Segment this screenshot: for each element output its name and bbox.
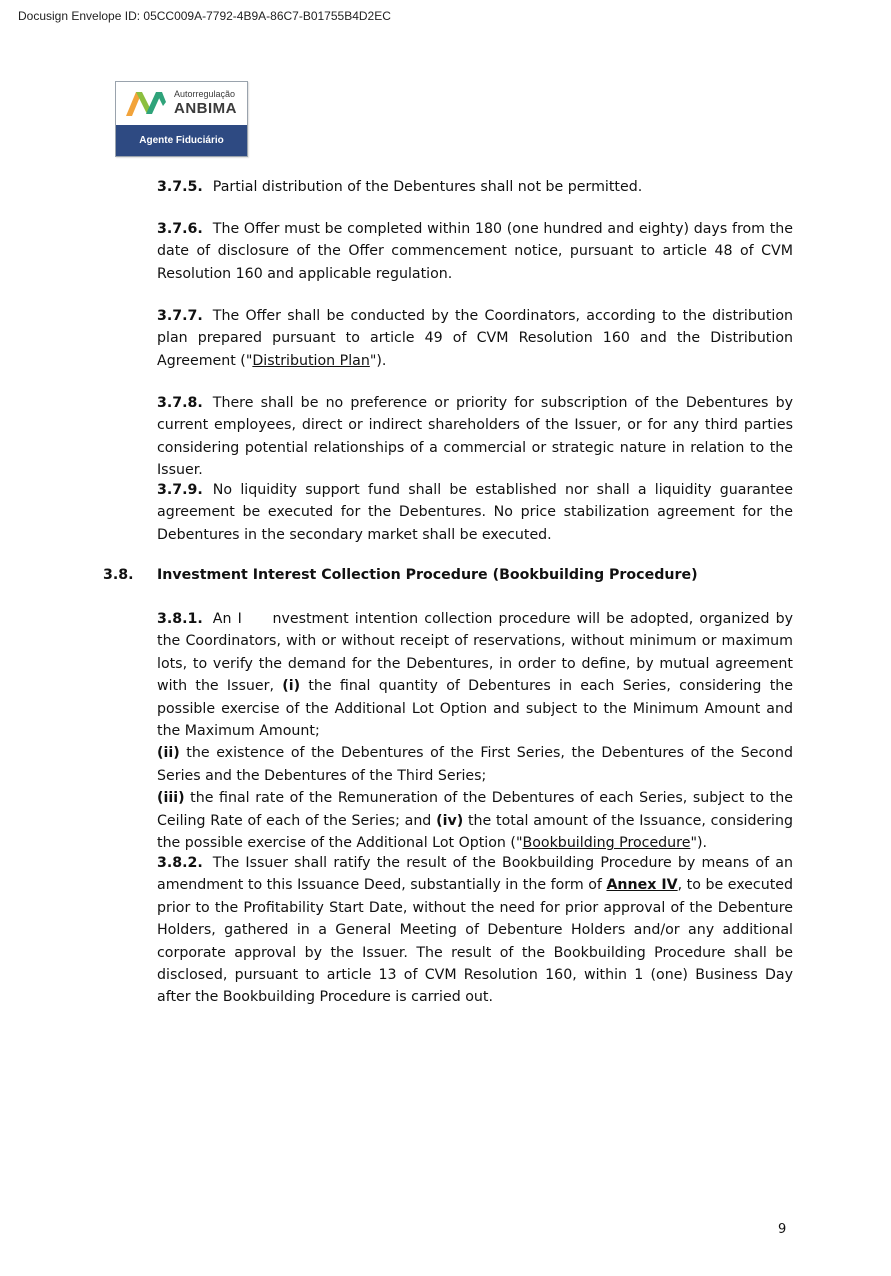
logo-band: Agente Fiduciário (116, 125, 247, 156)
clause-3-8-2 (157, 852, 793, 1009)
clause-number: 3.7.5. (157, 179, 203, 195)
section-title: Investment Interest Collection Procedure (Bookbuilding Procedure) (157, 567, 698, 583)
clause-text: Partial distribution of the Debentures shall not be permitted. (212, 179, 643, 195)
anbima-logo (115, 81, 248, 157)
clause-text: The Offer must be completed within 180 (one hundred and eighty) days from the date of disclosure of the Offer commencement notice, pursuant to article 48 of CVM Resolution 160 and applicable regulation. (157, 221, 793, 282)
clause-text: There shall be no preference or priority for subscription of the Debentures by current employees, direct or indirect shareholders of the Issuer, or for any third parties considering potential relationships of a commercial or strategic nature in relation to the Issuer. (157, 395, 793, 479)
clause-text: the final rate of the Remuneration of the Debentures of each Series, subject to the Ceiling Rate of each of the Series; and (157, 790, 793, 829)
defined-term: Distribution Plan (252, 352, 370, 369)
clause-text: The Offer shall be conducted by the Coordinators, according to the distribution plan prepared pursuant to article 49 of CVM Resolution 160 and the Distribution Agreement (" (157, 308, 793, 369)
defined-term: Bookbuilding Procedure (522, 835, 691, 852)
clause-3-7-6 (157, 218, 793, 285)
clause-text: the final quantity of Debentures in each Series, considering the possible exercise of the Additional Lot Option and subject to the Minimum Amount and the Maximum Amount; (157, 678, 793, 740)
clause-text: "). (690, 835, 708, 852)
item-marker: (iv) (436, 812, 464, 829)
item-marker: (ii) (157, 745, 180, 762)
section-number: 3.8. (103, 567, 134, 583)
clause-number: 3.7.8. (157, 395, 203, 411)
clause-text: No liquidity support fund shall be established nor shall a liquidity guarantee agreement be executed for the Debentures. No price stabilization agreement for the Debentures in the secondary market shall be executed. (157, 482, 793, 543)
clause-number: 3.7.7. (157, 308, 203, 324)
item-marker: (i) (282, 678, 301, 695)
clause-3-8-1 (157, 608, 798, 854)
page-number: 9 (778, 1222, 787, 1237)
envelope-id: Docusign Envelope ID: 05CC009A-7792-4B9A-86C7-B01755B4D2EC (18, 9, 391, 23)
anbima-mark-icon (126, 90, 166, 118)
clause-3-7-5 (157, 176, 793, 198)
clause-text: The Issuer shall ratify the result of the Bookbuilding Procedure by means of an amendment to this Issuance Deed, substantially in the form of (157, 855, 793, 894)
clause-text: An I nvestment intention collection procedure will be adopted, organized by the Coordinators, with or without receipt of reservations, without minimum or maximum lots, to verify the demand for the Debentures, in order to define, by mutual agreement with the Issuer, (157, 611, 798, 695)
clause-3-7-8 (157, 392, 793, 482)
annex-reference: Annex IV (606, 877, 678, 894)
clause-text: , to be executed prior to the Profitability Start Date, without the need for prior approval of the Debenture Holders, gathered in a General Meeting of Debenture Holders and/or any additional corporate approval by the Issuer. The result of the Bookbuilding Procedure shall be disclosed, pursuant to article 13 of CVM Resolution 160, within 1 (one) Business Day after the Bookbuilding Procedure is carried out. (157, 877, 793, 1006)
logo-small-text: Autorregulação (174, 89, 236, 99)
logo-big-text: ANBIMA (174, 100, 237, 117)
logo-top (116, 82, 247, 125)
clause-number: 3.8.1. (157, 611, 203, 627)
clause-3-7-7 (157, 305, 793, 372)
clause-text: the total amount of the Issuance, considering the possible exercise of the Additional Lot Option (" (157, 812, 793, 852)
clause-number: 3.8.2. (157, 855, 203, 871)
item-marker: (iii) (157, 790, 185, 807)
clause-text: "). (369, 352, 387, 369)
clause-text: the existence of the Debentures of the First Series, the Debentures of the Second Series and the Debentures of the Third Series; (157, 745, 793, 784)
clause-3-7-9 (157, 479, 793, 546)
clause-number: 3.7.6. (157, 221, 203, 237)
clause-number: 3.7.9. (157, 482, 203, 498)
